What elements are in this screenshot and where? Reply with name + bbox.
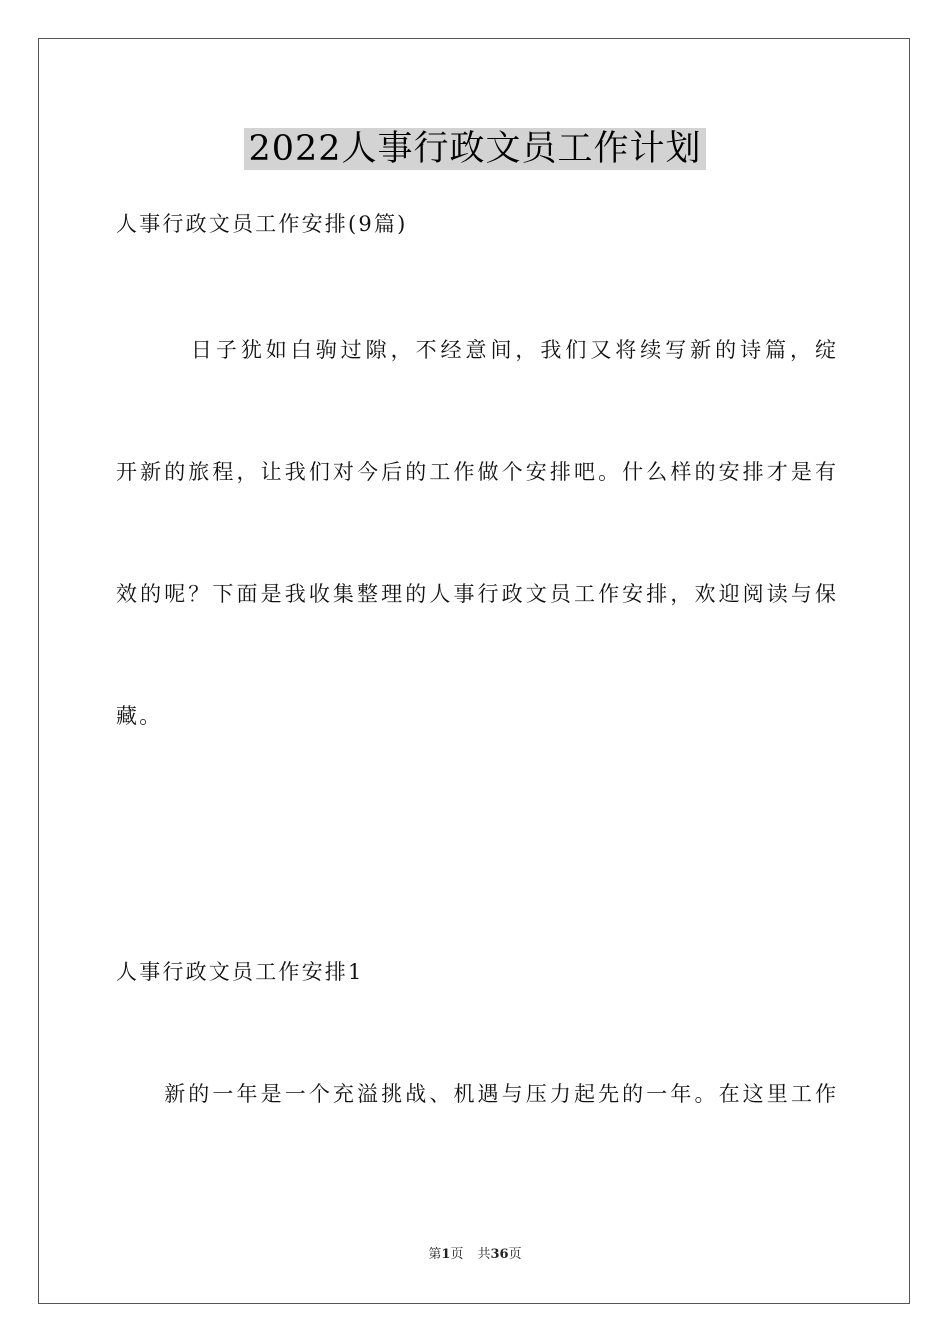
section-heading: 人事行政文员工作安排1 xyxy=(116,960,364,984)
page-footer xyxy=(0,1246,950,1264)
intro-line-1: 日子犹如白驹过隙，不经意间，我们又将续写新的诗篇，绽 xyxy=(116,338,836,362)
footer-page-suffix: 页 xyxy=(450,1247,464,1262)
document-title: 2022人事行政文员工作计划 xyxy=(244,128,705,170)
intro-line-2: 开新的旅程，让我们对今后的工作做个安排吧。什么样的安排才是有 xyxy=(116,460,836,484)
document-subtitle: 人事行政文员工作安排(9篇) xyxy=(116,212,408,236)
section-line-1: 新的一年是一个充溢挑战、机遇与压力起先的一年。在这里工作 xyxy=(116,1082,836,1106)
footer-total-prefix: 共 xyxy=(477,1247,491,1262)
footer-total-pages: 36 xyxy=(490,1247,509,1262)
footer-page-number: 1 xyxy=(441,1247,451,1262)
document-title-wrapper xyxy=(0,128,950,170)
intro-line-3: 效的呢？下面是我收集整理的人事行政文员工作安排，欢迎阅读与保 xyxy=(116,582,836,606)
intro-line-4: 藏。 xyxy=(116,704,163,728)
footer-page-prefix: 第 xyxy=(428,1247,442,1262)
footer-total-suffix: 页 xyxy=(508,1247,522,1262)
